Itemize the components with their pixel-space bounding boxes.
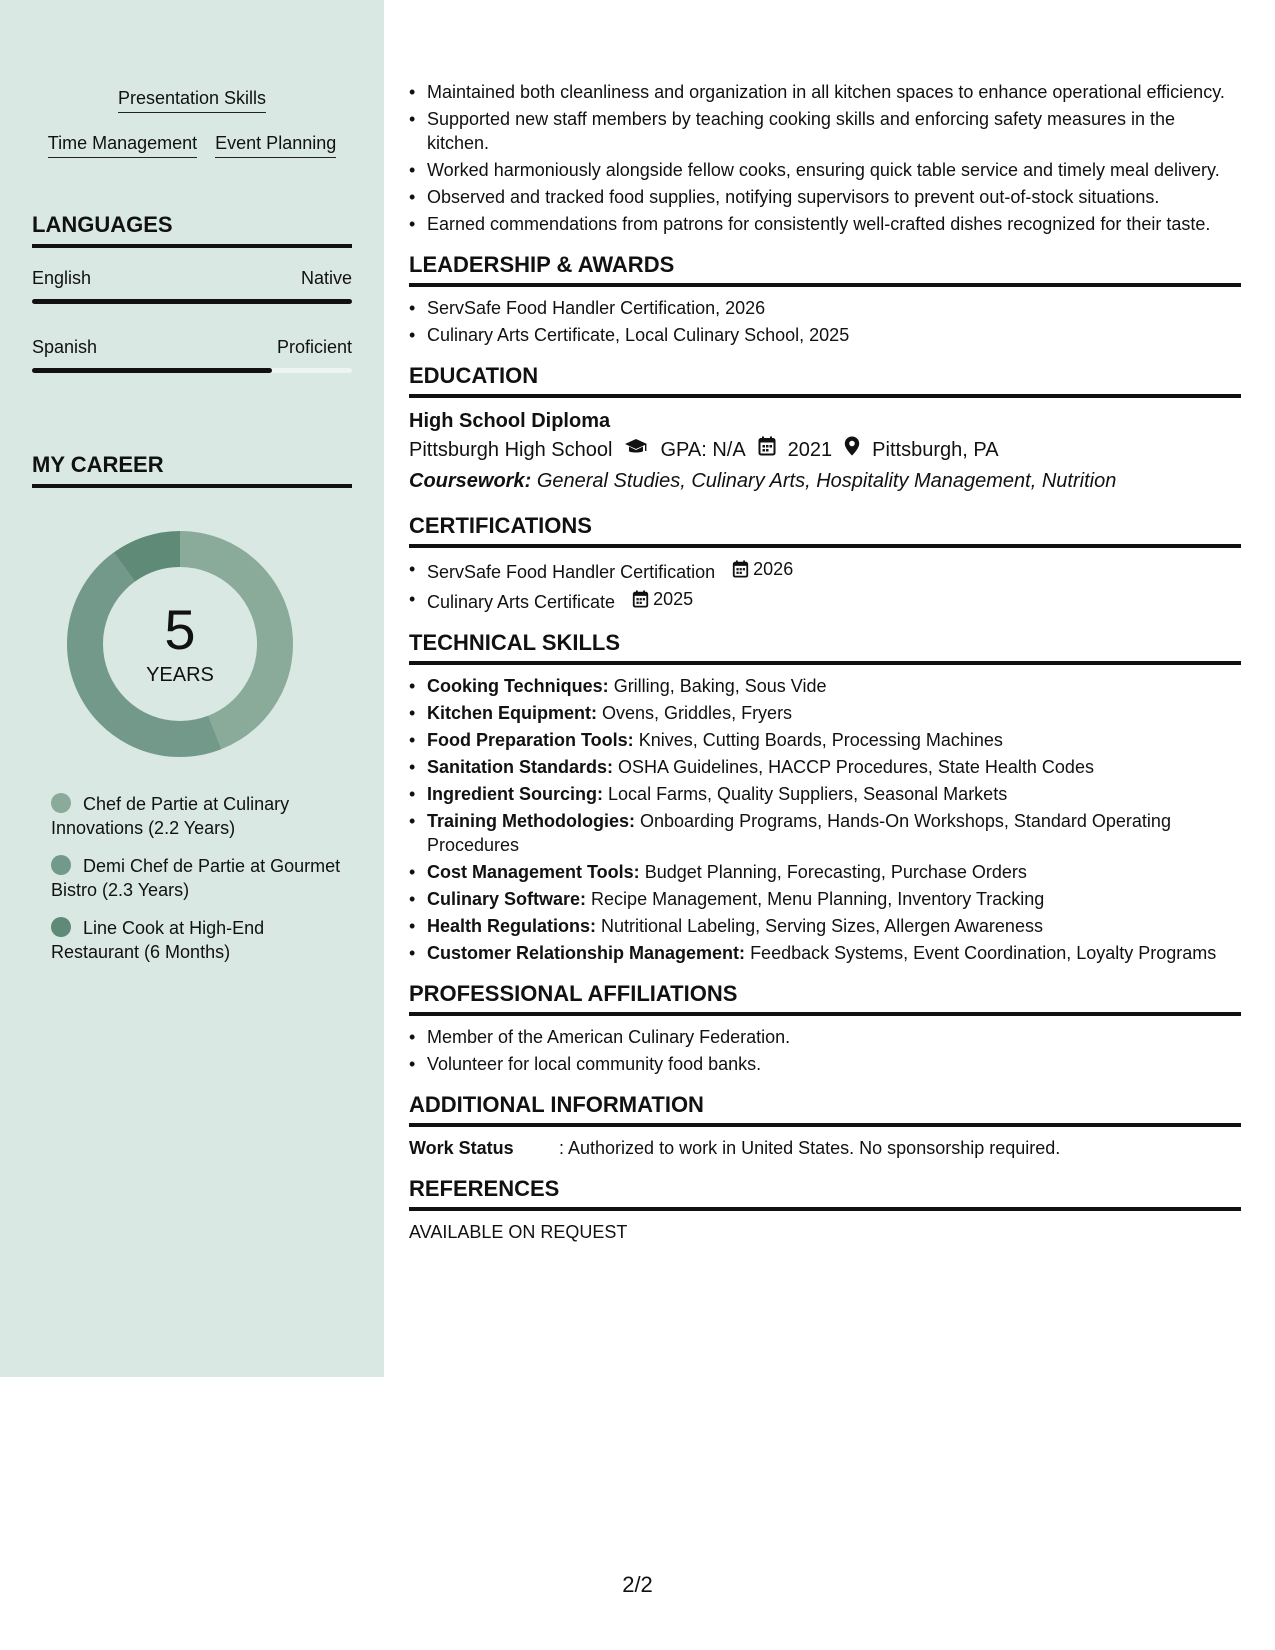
- language-name: Spanish: [32, 337, 98, 357]
- skill-label: Culinary Software:: [427, 889, 587, 909]
- career-dot: [51, 855, 71, 875]
- career-heading: MY CAREER: [32, 452, 352, 488]
- calendar-icon: [758, 435, 776, 465]
- affiliations-list: [409, 1025, 1241, 1076]
- certifications-list: [409, 557, 1241, 614]
- skill-label: Ingredient Sourcing:: [427, 784, 604, 804]
- list-item: [409, 557, 1241, 584]
- references-text: AVAILABLE ON REQUEST: [409, 1222, 628, 1242]
- awards-list: [409, 296, 1241, 347]
- career-item: [51, 854, 351, 902]
- list-item: [409, 887, 1241, 911]
- skill-value: Grilling, Baking, Sous Vide: [613, 676, 827, 696]
- skill-value: Recipe Management, Menu Planning, Inventory Tracking: [591, 889, 1045, 909]
- graduation-cap-icon: [624, 435, 648, 465]
- work-status-label: Work Status: [409, 1138, 514, 1158]
- skill-value: Nutritional Labeling, Serving Sizes, Allergen Awareness: [601, 916, 1043, 936]
- experience-bullets: [409, 80, 1241, 236]
- location-pin-icon: [844, 435, 860, 465]
- career-donut: [66, 530, 294, 758]
- list-item: • Worked harmoniously alongside fellow cooks, ensuring quick table service and timely meal delivery.: [409, 158, 1241, 182]
- affiliations-heading: PROFESSIONAL AFFILIATIONS: [409, 981, 1241, 1016]
- languages-heading: LANGUAGES: [32, 212, 352, 248]
- list-item: • Observed and tracked food supplies, notifying supervisors to prevent out-of-stock situations.: [409, 185, 1241, 209]
- education-school: Pittsburgh High School: [409, 439, 613, 461]
- skill-row: [32, 133, 352, 158]
- language-bar-fill: [32, 368, 272, 373]
- skill-value: Ovens, Griddles, Fryers: [602, 703, 793, 723]
- work-status-row: [409, 1136, 1241, 1160]
- skill-label: Sanitation Standards:: [427, 757, 614, 777]
- skill-value: Feedback Systems, Event Coordination, Loyalty Programs: [750, 943, 1217, 963]
- skill-label: Food Preparation Tools:: [427, 730, 634, 750]
- skill-tag: Presentation Skills: [118, 88, 266, 113]
- list-item: • Volunteer for local community food banks.: [409, 1052, 1241, 1076]
- skill-label: Training Methodologies:: [427, 811, 635, 831]
- list-item: • ServSafe Food Handler Certification, 2026: [409, 296, 1241, 320]
- list-item: • Maintained both cleanliness and organization in all kitchen spaces to enhance operational efficiency.: [409, 80, 1241, 104]
- list-item: • Member of the American Culinary Federation.: [409, 1025, 1241, 1049]
- career-item-text: Line Cook at High-End Restaurant (6 Months): [51, 918, 265, 962]
- calendar-icon: [732, 560, 749, 578]
- career-dot: [51, 917, 71, 937]
- technical-skills-list: [409, 674, 1241, 965]
- list-item: [409, 728, 1241, 752]
- career-item-text: Chef de Partie at Culinary Innovations (2.2 Years): [51, 794, 290, 838]
- skill-value: Onboarding Programs, Hands-On Workshops, Standard Operating Procedures: [427, 811, 1171, 855]
- skill-value: Knives, Cutting Boards, Processing Machines: [638, 730, 1003, 750]
- skill-value: Budget Planning, Forecasting, Purchase Orders: [644, 862, 1027, 882]
- list-item: [409, 941, 1241, 965]
- main-content: [409, 80, 1241, 1244]
- career-list: [51, 792, 351, 978]
- certifications-heading: CERTIFICATIONS: [409, 513, 1241, 548]
- skill-label: Cooking Techniques:: [427, 676, 609, 696]
- page-number: 2/2: [622, 1572, 653, 1597]
- career-item: [51, 916, 351, 964]
- language-english: [32, 268, 352, 304]
- certification-year: 2025: [653, 589, 694, 609]
- list-item: [409, 587, 1241, 614]
- skill-value: OSHA Guidelines, HACCP Procedures, State Health Codes: [618, 757, 1094, 777]
- list-item: [409, 782, 1241, 806]
- coursework-label: Coursework:: [409, 470, 532, 492]
- education-location: Pittsburgh, PA: [872, 439, 999, 461]
- skill-tag: Event Planning: [215, 133, 336, 158]
- career-item: [51, 792, 351, 840]
- list-item: [409, 914, 1241, 938]
- career-item-text: Demi Chef de Partie at Gourmet Bistro (2.3 Years): [51, 856, 341, 900]
- additional-info-heading: ADDITIONAL INFORMATION: [409, 1092, 1241, 1127]
- skill-label: Health Regulations:: [427, 916, 597, 936]
- language-spanish: [32, 337, 352, 373]
- list-item: • Culinary Arts Certificate, Local Culinary School, 2025: [409, 323, 1241, 347]
- skill-row: [32, 88, 352, 113]
- certification-name: Culinary Arts Certificate: [427, 592, 616, 612]
- language-level: Proficient: [276, 337, 352, 357]
- language-name: English: [32, 268, 92, 288]
- list-item: [409, 701, 1241, 725]
- sidebar: [0, 0, 384, 1377]
- technical-skills-heading: TECHNICAL SKILLS: [409, 630, 1241, 665]
- skills-cloud: [32, 88, 352, 178]
- certification-year: 2026: [753, 559, 794, 579]
- career-years-label: YEARS: [146, 663, 214, 686]
- work-status-value: : Authorized to work in United States. No sponsorship required.: [559, 1138, 1061, 1158]
- language-level: Native: [300, 268, 352, 288]
- awards-heading: LEADERSHIP & AWARDS: [409, 252, 1241, 287]
- calendar-icon: [632, 590, 649, 608]
- list-item: [409, 860, 1241, 884]
- education-year: 2021: [787, 439, 833, 461]
- skill-value: Local Farms, Quality Suppliers, Seasonal Markets: [608, 784, 1008, 804]
- language-bar-fill: [32, 299, 352, 304]
- skill-label: Customer Relationship Management:: [427, 943, 746, 963]
- list-item: [409, 809, 1241, 857]
- language-bar: [32, 299, 352, 304]
- certification-name: ServSafe Food Handler Certification: [427, 562, 716, 582]
- list-item: [409, 755, 1241, 779]
- education-degree: High School Diploma: [409, 410, 611, 432]
- skill-label: Kitchen Equipment:: [427, 703, 597, 723]
- skill-label: Cost Management Tools:: [427, 862, 640, 882]
- education-gpa: GPA: N/A: [660, 439, 746, 461]
- language-bar: [32, 368, 352, 373]
- career-dot: [51, 793, 71, 813]
- list-item: • Earned commendations from patrons for consistently well-crafted dishes recognized for their taste.: [409, 212, 1241, 236]
- coursework-value: General Studies, Culinary Arts, Hospitality Management, Nutrition: [536, 470, 1117, 492]
- skill-tag: Time Management: [48, 133, 197, 158]
- education-heading: EDUCATION: [409, 363, 1241, 398]
- education-details: [409, 435, 1241, 465]
- career-years: 5: [164, 597, 196, 661]
- education-coursework: [409, 465, 1241, 497]
- list-item: • Supported new staff members by teaching cooking skills and enforcing safety measures in the kitchen.: [409, 107, 1241, 155]
- list-item: [409, 674, 1241, 698]
- references-heading: REFERENCES: [409, 1176, 1241, 1211]
